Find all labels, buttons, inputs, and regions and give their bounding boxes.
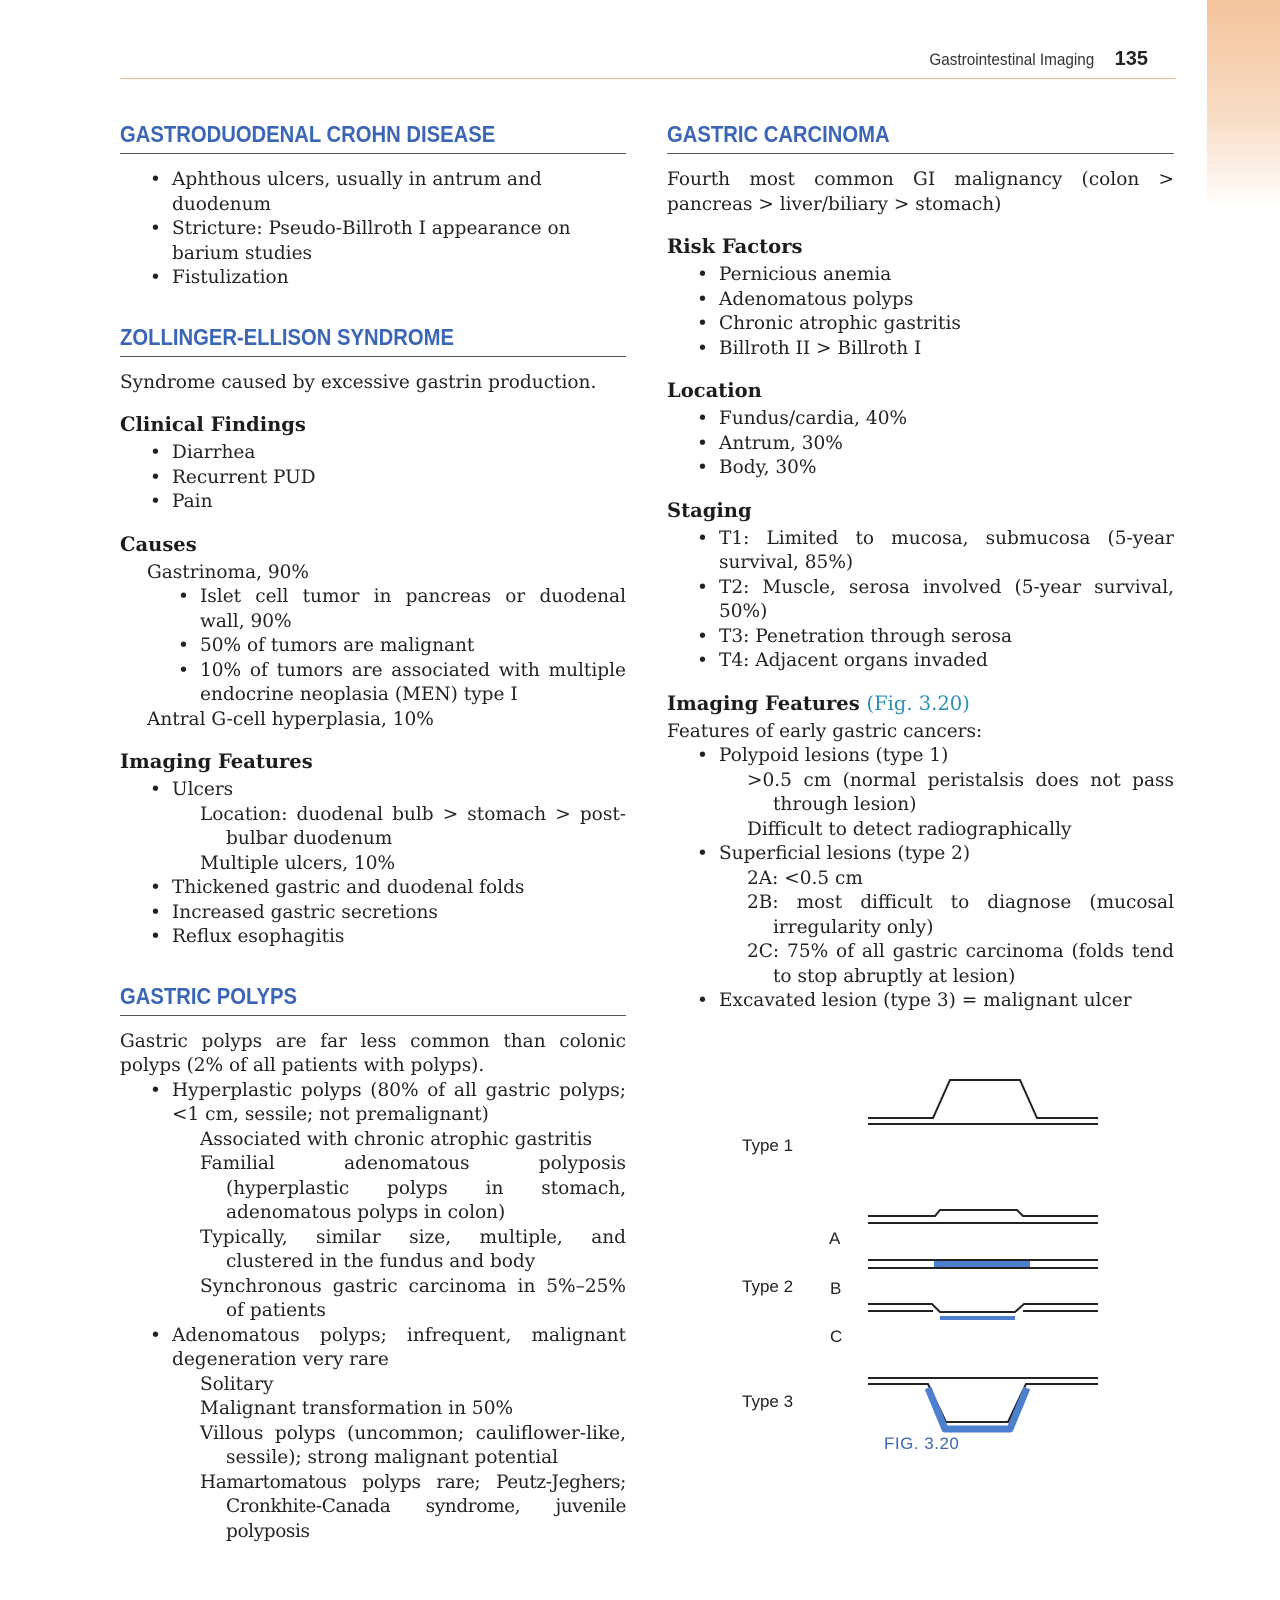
list-item: • Chronic atrophic gastritis (667, 312, 1174, 337)
early-subitem: 2B: most difficult to diagnose (mucosal irregularity only) (747, 892, 1174, 938)
type3-excavated-drawing (868, 1378, 1098, 1429)
figure-3-20 (730, 1070, 1130, 1490)
list-item: • Polypoid lesions (type 1) (667, 744, 1174, 769)
list-item: • Stricture: Pseudo-Billroth I appearance on barium studies (120, 217, 626, 266)
polyps-list (120, 1079, 626, 1128)
figure-caption: FIG. 3.20 (884, 1434, 960, 1453)
ulcer-multiple: Multiple ulcers, 10% (200, 852, 396, 874)
fig-ref-open: ( (866, 691, 875, 715)
polyps-intro: Gastric polyps are far less common than colonic polyps (2% of all patients with polyps). (120, 1030, 626, 1076)
sublabel-b: B (830, 1279, 842, 1298)
list-item (120, 778, 626, 803)
sublabel-c: C (830, 1327, 843, 1346)
type1-label: Type 1 (742, 1136, 794, 1155)
type2-label: Type 2 (742, 1277, 794, 1296)
polyp-subitem: Hamartomatous polyps rare; Peutz-Jeghers; Cronkhite-Canada syndrome, juvenile polyposis (200, 1471, 626, 1542)
gastrinoma-line: Gastrinoma, 90% (147, 561, 310, 583)
type3-label: Type 3 (742, 1392, 794, 1411)
list-item: • Hyperplastic polyps (80% of all gastric polyps; <1 cm, sessile; not premalignant) (120, 1079, 626, 1128)
list-item: • Adenomatous polyps (667, 288, 1174, 313)
ze-clinical-heading: Clinical Findings (120, 413, 306, 436)
list-item: • T1: Limited to mucosa, submucosa (5-year survival, 85%) (667, 527, 1174, 576)
polyp-subitem: Malignant transformation in 50% (200, 1398, 514, 1419)
list-item: • Aphthous ulcers, usually in antrum and duodenum (120, 168, 626, 217)
early-subitem: 2C: 75% of all gastric carcinoma (folds tend to stop abruptly at lesion) (747, 941, 1174, 987)
early-list-2 (667, 842, 1174, 867)
fig-ref-close: ) (962, 691, 970, 715)
list-item: • T2: Muscle, serosa involved (5-year survival, 50%) (667, 576, 1174, 625)
early-subitem: Difficult to detect radiographically (747, 818, 1072, 840)
list-item: • Adenomatous polyps; infrequent, malignant degeneration very rare (120, 1324, 626, 1373)
list-item: • Superficial lesions (type 2) (667, 842, 1174, 867)
carcinoma-intro: Fourth most common GI malignancy (colon > pancreas > liver/biliary > stomach) (667, 169, 1174, 215)
ze-causes-heading: Causes (120, 532, 197, 556)
early-subitem: >0.5 cm (normal peristalsis does not pass through lesion) (747, 769, 1174, 815)
list-item: • 50% of tumors are malignant (120, 634, 626, 659)
running-head-title: Gastrointestinal Imaging (929, 50, 1094, 69)
polyp-subitem: Typically, similar size, multiple, and clustered in the fundus and body (200, 1226, 626, 1272)
figure-reference-link[interactable]: Fig. 3.20 (874, 691, 963, 715)
carcinoma-imaging-heading (667, 692, 1174, 716)
list-item: • Diarrhea (120, 441, 626, 466)
ze-heading: ZOLLINGER-ELLISON SYNDROME (120, 323, 626, 357)
page-number: 135 (1114, 48, 1148, 70)
ulcer-location: Location: duodenal bulb > stomach > post-bulbar duodenum (200, 803, 626, 849)
type2c-drawing (868, 1304, 1098, 1318)
crohn-list (120, 168, 626, 291)
polyps-heading: GASTRIC POLYPS (120, 982, 626, 1016)
list-item: • Billroth II > Billroth I (667, 337, 1174, 362)
gastrinoma-list (120, 585, 626, 708)
risk-heading: Risk Factors (667, 235, 803, 258)
ze-imaging-heading: Imaging Features (120, 750, 313, 773)
list-item: • T3: Penetration through serosa (667, 625, 1174, 650)
polyp-subitem: Villous polyps (uncommon; cauliflower-like, sessile); strong malignant potential (200, 1422, 626, 1468)
staging-heading: Staging (667, 498, 752, 522)
location-list (667, 407, 1174, 481)
polyps-list-2 (120, 1324, 626, 1373)
crohn-heading: GASTRODUODENAL CROHN DISEASE (120, 120, 626, 154)
early-intro: Features of early gastric cancers: (667, 720, 983, 742)
list-item: • Increased gastric secretions (120, 901, 626, 926)
sublabel-a: A (829, 1229, 841, 1248)
ze-imaging-list (120, 778, 626, 803)
lesion-type-diagram (730, 1070, 1130, 1490)
early-list-3 (667, 989, 1174, 1014)
ze-intro: Syndrome caused by excessive gastrin production. (120, 371, 597, 393)
list-item: • Thickened gastric and duodenal folds (120, 876, 626, 901)
list-item: • Pernicious anemia (667, 263, 1174, 288)
type2a-drawing (868, 1210, 1098, 1223)
list-item: • Pain (120, 490, 626, 515)
staging-list (667, 527, 1174, 674)
list-item: • T4: Adjacent organs invaded (667, 649, 1174, 674)
type2b-drawing (868, 1260, 1098, 1268)
type1-polypoid-drawing (868, 1080, 1098, 1124)
polyp-subitem: Familial adenomatous polyposis (hyperplastic polyps in stomach, adenomatous polyps in colon) (200, 1153, 626, 1223)
early-list-1 (667, 744, 1174, 769)
early-subitem: 2A: <0.5 cm (747, 867, 863, 889)
antral-line: Antral G-cell hyperplasia, 10% (147, 708, 434, 730)
ze-imaging-list-rest (120, 876, 626, 950)
list-item: • Fundus/cardia, 40% (667, 407, 1174, 432)
risk-list (667, 263, 1174, 361)
running-head (120, 48, 1176, 79)
location-heading: Location (667, 379, 762, 402)
list-item: • 10% of tumors are associated with multiple endocrine neoplasia (MEN) type I (120, 659, 626, 708)
right-column (667, 120, 1174, 1014)
ze-clinical-list (120, 441, 626, 515)
list-item: • Fistulization (120, 266, 626, 291)
polyp-subitem: Associated with chronic atrophic gastritis (200, 1128, 592, 1150)
list-item: • Body, 30% (667, 456, 1174, 481)
ulcers-label: Ulcers (172, 779, 234, 800)
chapter-thumb-tab (1207, 0, 1280, 210)
left-column (120, 120, 626, 1544)
list-item: • Excavated lesion (type 3) = malignant ulcer (667, 989, 1174, 1014)
list-item: • Recurrent PUD (120, 466, 626, 491)
list-item: • Antrum, 30% (667, 432, 1174, 457)
list-item: • Islet cell tumor in pancreas or duodenal wall, 90% (120, 585, 626, 634)
polyp-subitem: Solitary (200, 1373, 274, 1395)
carcinoma-heading: GASTRIC CARCINOMA (667, 120, 1174, 154)
polyp-subitem: Synchronous gastric carcinoma in 5%–25% of patients (200, 1275, 626, 1321)
list-item: • Reflux esophagitis (120, 925, 626, 950)
imaging-heading-text: Imaging Features (667, 691, 860, 715)
